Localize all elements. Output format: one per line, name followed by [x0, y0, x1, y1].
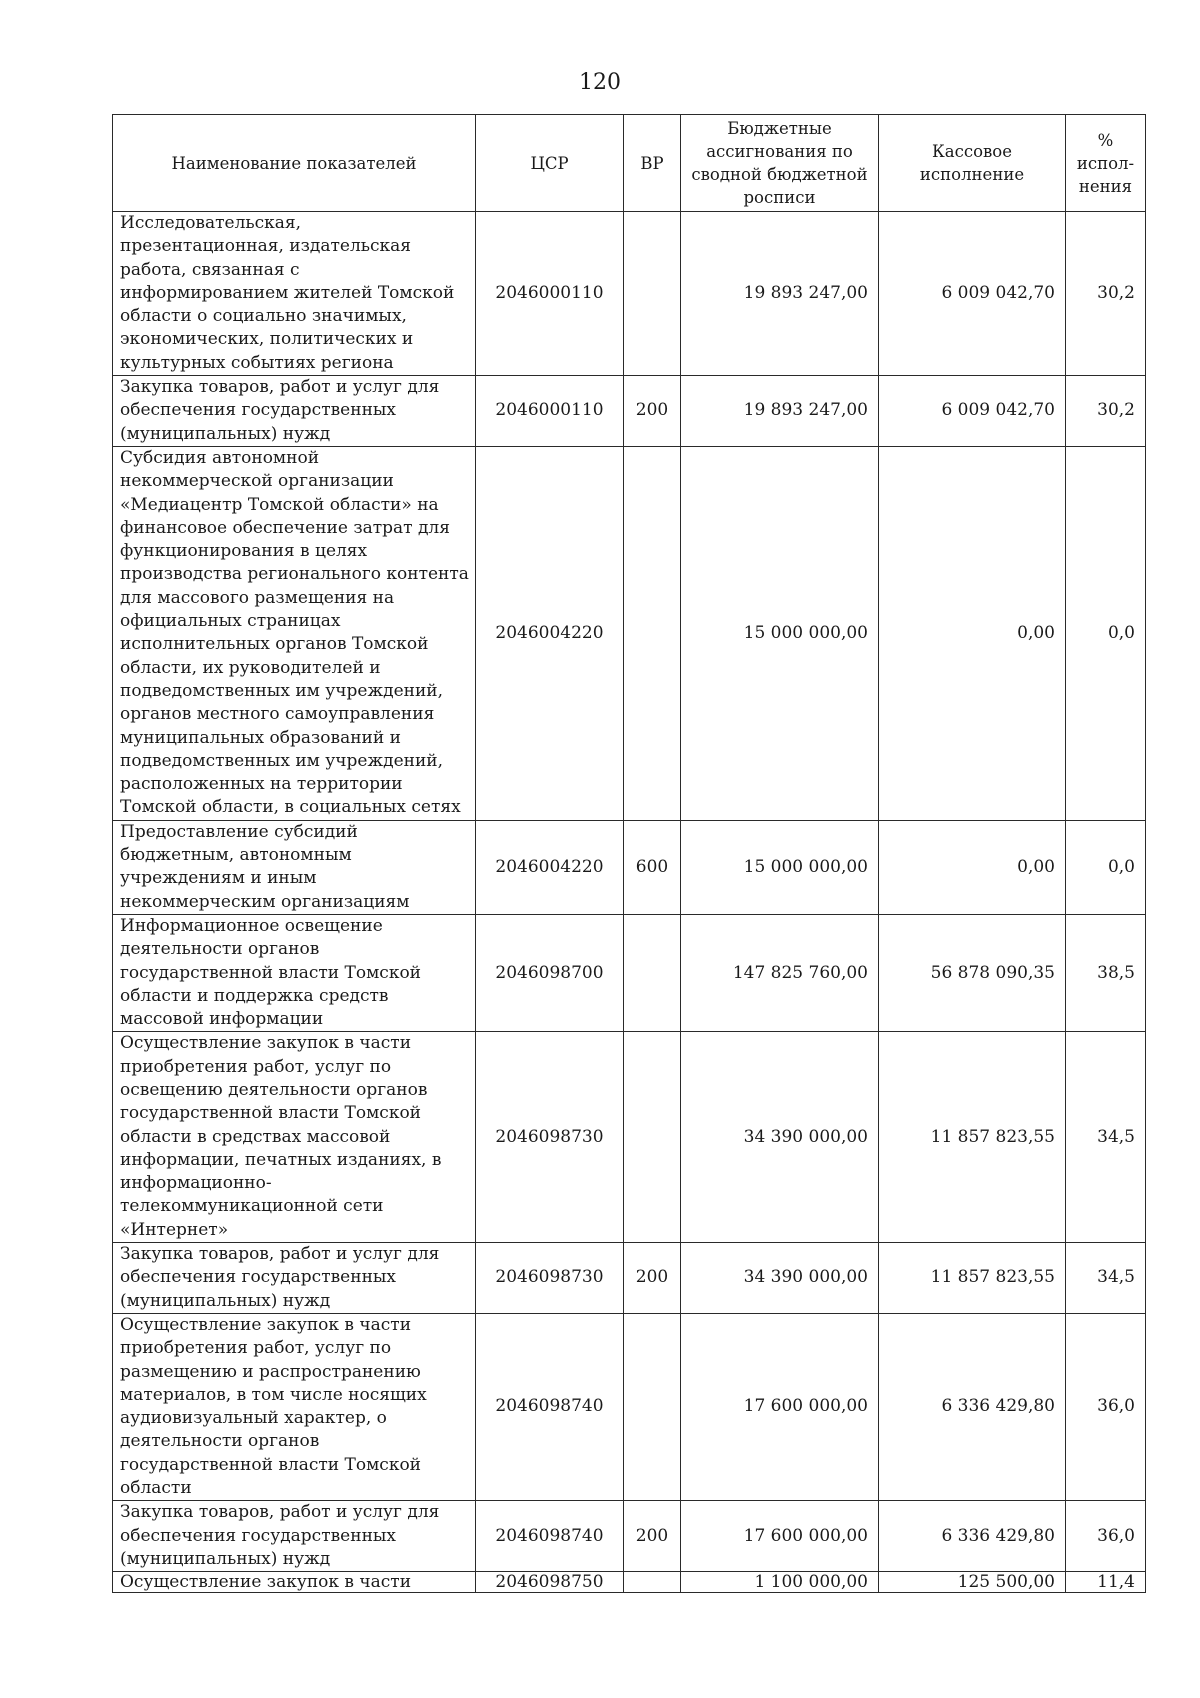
- cell-execution: 6 009 042,70: [879, 212, 1066, 376]
- table-row: [113, 1501, 1146, 1572]
- cell-name: Осуществление закупок в части: [113, 1572, 476, 1593]
- cell-vr: [624, 1032, 681, 1243]
- cell-vr: 600: [624, 820, 681, 914]
- budget-execution-table: [112, 114, 1146, 1593]
- header-execution: Кассовое исполнение: [879, 115, 1066, 212]
- cell-vr: [624, 212, 681, 376]
- cell-assignments: 147 825 760,00: [681, 914, 879, 1031]
- cell-execution: 0,00: [879, 446, 1066, 820]
- cell-vr: 200: [624, 1243, 681, 1314]
- cell-name: Закупка товаров, работ и услуг для обеспечения государственных (муниципальных) нужд: [113, 376, 476, 447]
- cell-assignments: 34 390 000,00: [681, 1243, 879, 1314]
- cell-vr: [624, 1572, 681, 1593]
- cell-percent: 34,5: [1066, 1032, 1146, 1243]
- cell-name: Закупка товаров, работ и услуг для обеспечения государственных (муниципальных) нужд: [113, 1243, 476, 1314]
- table-row: [113, 820, 1146, 914]
- cell-assignments: 19 893 247,00: [681, 212, 879, 376]
- cell-name: Осуществление закупок в части приобретения работ, услуг по размещению и распространению материалов, в том числе носящих аудиовизуальный характер, о деятельности органов государственной власти Томской области: [113, 1313, 476, 1500]
- cell-csr: 2046098740: [476, 1313, 624, 1500]
- cell-execution: 6 009 042,70: [879, 376, 1066, 447]
- cell-percent: 34,5: [1066, 1243, 1146, 1314]
- cell-percent: 36,0: [1066, 1313, 1146, 1500]
- header-vr: ВР: [624, 115, 681, 212]
- cell-execution: 6 336 429,80: [879, 1501, 1066, 1572]
- table-row: [113, 1313, 1146, 1500]
- header-name: Наименование показателей: [113, 115, 476, 212]
- cell-percent: 30,2: [1066, 212, 1146, 376]
- table-row: [113, 914, 1146, 1031]
- cell-percent: 30,2: [1066, 376, 1146, 447]
- cell-execution: 125 500,00: [879, 1572, 1066, 1593]
- cell-assignments: 34 390 000,00: [681, 1032, 879, 1243]
- cell-assignments: 17 600 000,00: [681, 1501, 879, 1572]
- cell-vr: [624, 446, 681, 820]
- cell-percent: 38,5: [1066, 914, 1146, 1031]
- cell-assignments: 1 100 000,00: [681, 1572, 879, 1593]
- table-row: [113, 376, 1146, 447]
- cell-csr: 2046000110: [476, 376, 624, 447]
- cell-csr: 2046098750: [476, 1572, 624, 1593]
- cell-csr: 2046098730: [476, 1243, 624, 1314]
- header-percent: % испол-нения: [1066, 115, 1146, 212]
- cell-csr: 2046004220: [476, 446, 624, 820]
- table-row: [113, 1032, 1146, 1243]
- header-assignments: Бюджетные ассигнования по сводной бюджетной росписи: [681, 115, 879, 212]
- table-row: [113, 1243, 1146, 1314]
- cell-csr: 2046004220: [476, 820, 624, 914]
- cell-execution: 11 857 823,55: [879, 1243, 1066, 1314]
- cell-percent: 36,0: [1066, 1501, 1146, 1572]
- table-row: [113, 446, 1146, 820]
- cell-execution: 6 336 429,80: [879, 1313, 1066, 1500]
- cell-name: Субсидия автономной некоммерческой организации «Медиацентр Томской области» на финансовое обеспечение затрат для функционирования в целях производства регионального контента для массового размещения на официальных страницах исполнительных органов Томской области, их руководителей и подведомственных им учреждений, органов местного самоуправления муниципальных образований и подведомственных им учреждений, расположенных на территории Томской области, в социальных сетях: [113, 446, 476, 820]
- cell-csr: 2046098730: [476, 1032, 624, 1243]
- cell-name: Осуществление закупок в части приобретения работ, услуг по освещению деятельности органов государственной власти Томской области в средствах массовой информации, печатных изданиях, в информационно-телекоммуникационной сети «Интернет»: [113, 1032, 476, 1243]
- cell-assignments: 15 000 000,00: [681, 446, 879, 820]
- cell-vr: 200: [624, 1501, 681, 1572]
- cell-execution: 0,00: [879, 820, 1066, 914]
- table-row: [113, 1572, 1146, 1593]
- cell-percent: 11,4: [1066, 1572, 1146, 1593]
- table-row: [113, 212, 1146, 376]
- cell-execution: 56 878 090,35: [879, 914, 1066, 1031]
- cell-assignments: 15 000 000,00: [681, 820, 879, 914]
- cell-vr: 200: [624, 376, 681, 447]
- cell-csr: 2046098700: [476, 914, 624, 1031]
- cell-assignments: 19 893 247,00: [681, 376, 879, 447]
- cell-name: Исследовательская, презентационная, издательская работа, связанная с информированием жителей Томской области о социально значимых, экономических, политических и культурных событиях региона: [113, 212, 476, 376]
- cell-csr: 2046000110: [476, 212, 624, 376]
- cell-name: Информационное освещение деятельности органов государственной власти Томской области и поддержка средств массовой информации: [113, 914, 476, 1031]
- cell-vr: [624, 1313, 681, 1500]
- cell-percent: 0,0: [1066, 446, 1146, 820]
- cell-assignments: 17 600 000,00: [681, 1313, 879, 1500]
- table-header-row: [113, 115, 1146, 212]
- cell-vr: [624, 914, 681, 1031]
- cell-name: Предоставление субсидий бюджетным, автономным учреждениям и иным некоммерческим организациям: [113, 820, 476, 914]
- cell-csr: 2046098740: [476, 1501, 624, 1572]
- cell-percent: 0,0: [1066, 820, 1146, 914]
- cell-execution: 11 857 823,55: [879, 1032, 1066, 1243]
- page-number: 120: [579, 70, 621, 95]
- header-csr: ЦСР: [476, 115, 624, 212]
- cell-name: Закупка товаров, работ и услуг для обеспечения государственных (муниципальных) нужд: [113, 1501, 476, 1572]
